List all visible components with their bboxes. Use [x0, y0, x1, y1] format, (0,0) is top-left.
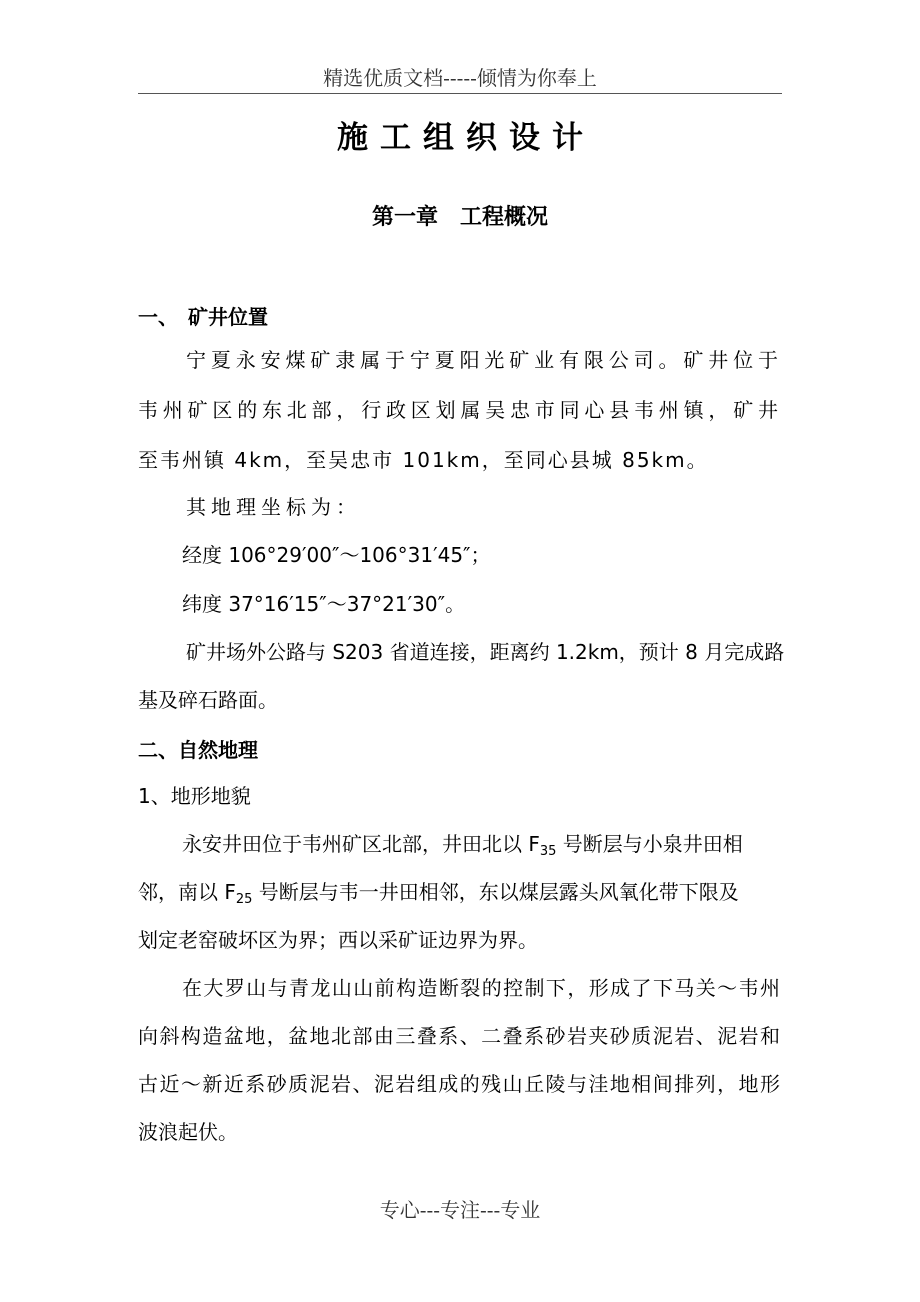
paragraph-line: 向斜构造盆地，盆地北部由三叠系、二叠系砂岩夹砂质泥岩、泥岩和 — [138, 1024, 780, 1048]
page-header: 精选优质文档-----倾情为你奉上 — [323, 66, 597, 90]
section-heading-natural-geography: 二、自然地理 — [138, 738, 258, 762]
document-title: 施工组织设计 — [337, 120, 595, 156]
paragraph-line: 波浪起伏。 — [138, 1120, 238, 1144]
header-divider — [138, 93, 782, 94]
paragraph-line: 在大罗山与青龙山山前构造断裂的控制下，形成了下马关～韦州 — [182, 976, 780, 1000]
paragraph-line: 永安井田位于韦州矿区北部，井田北以 $F_{35}$ 号断层与小泉井田相 — [182, 832, 743, 859]
longitude-line: 经度 106°29′00″～106°31′45″； — [182, 543, 491, 567]
paragraph-line: 韦州矿区的东北部，行政区划属吴忠市同心县韦州镇，矿井 — [138, 398, 780, 422]
paragraph-line: 基及碎石路面。 — [138, 688, 278, 712]
latitude-line: 纬度 37°16′15″～37°21′30″。 — [182, 592, 466, 616]
paragraph-line: 宁夏永安煤矿隶属于宁夏阳光矿业有限公司。矿井位于 — [186, 348, 780, 372]
paragraph-line: 划定老窑破坏区为界；西以采矿证边界为界。 — [138, 928, 538, 952]
paragraph-line: 古近～新近系砂质泥岩、泥岩组成的残山丘陵与洼地相间排列，地形 — [138, 1072, 780, 1096]
coords-intro: 其地理坐标为： — [186, 495, 361, 519]
paragraph-line: 至韦州镇 4km，至吴忠市 101km，至同心县城 85km。 — [138, 448, 709, 472]
section-heading-mine-location: 一、 矿井位置 — [138, 305, 268, 329]
paragraph-line: 邻，南以 $F_{25}$ 号断层与韦一井田相邻，东以煤层露头风氧化带下限及 — [138, 880, 739, 907]
chapter-title: 第一章 工程概况 — [371, 205, 548, 230]
paragraph-line: 矿井场外公路与 S203 省道连接，距离约 1.2km，预计 8 月完成路 — [186, 640, 785, 664]
page-footer: 专心---专注---专业 — [379, 1198, 541, 1222]
subsection-heading-terrain: 1、地形地貌 — [138, 784, 251, 808]
